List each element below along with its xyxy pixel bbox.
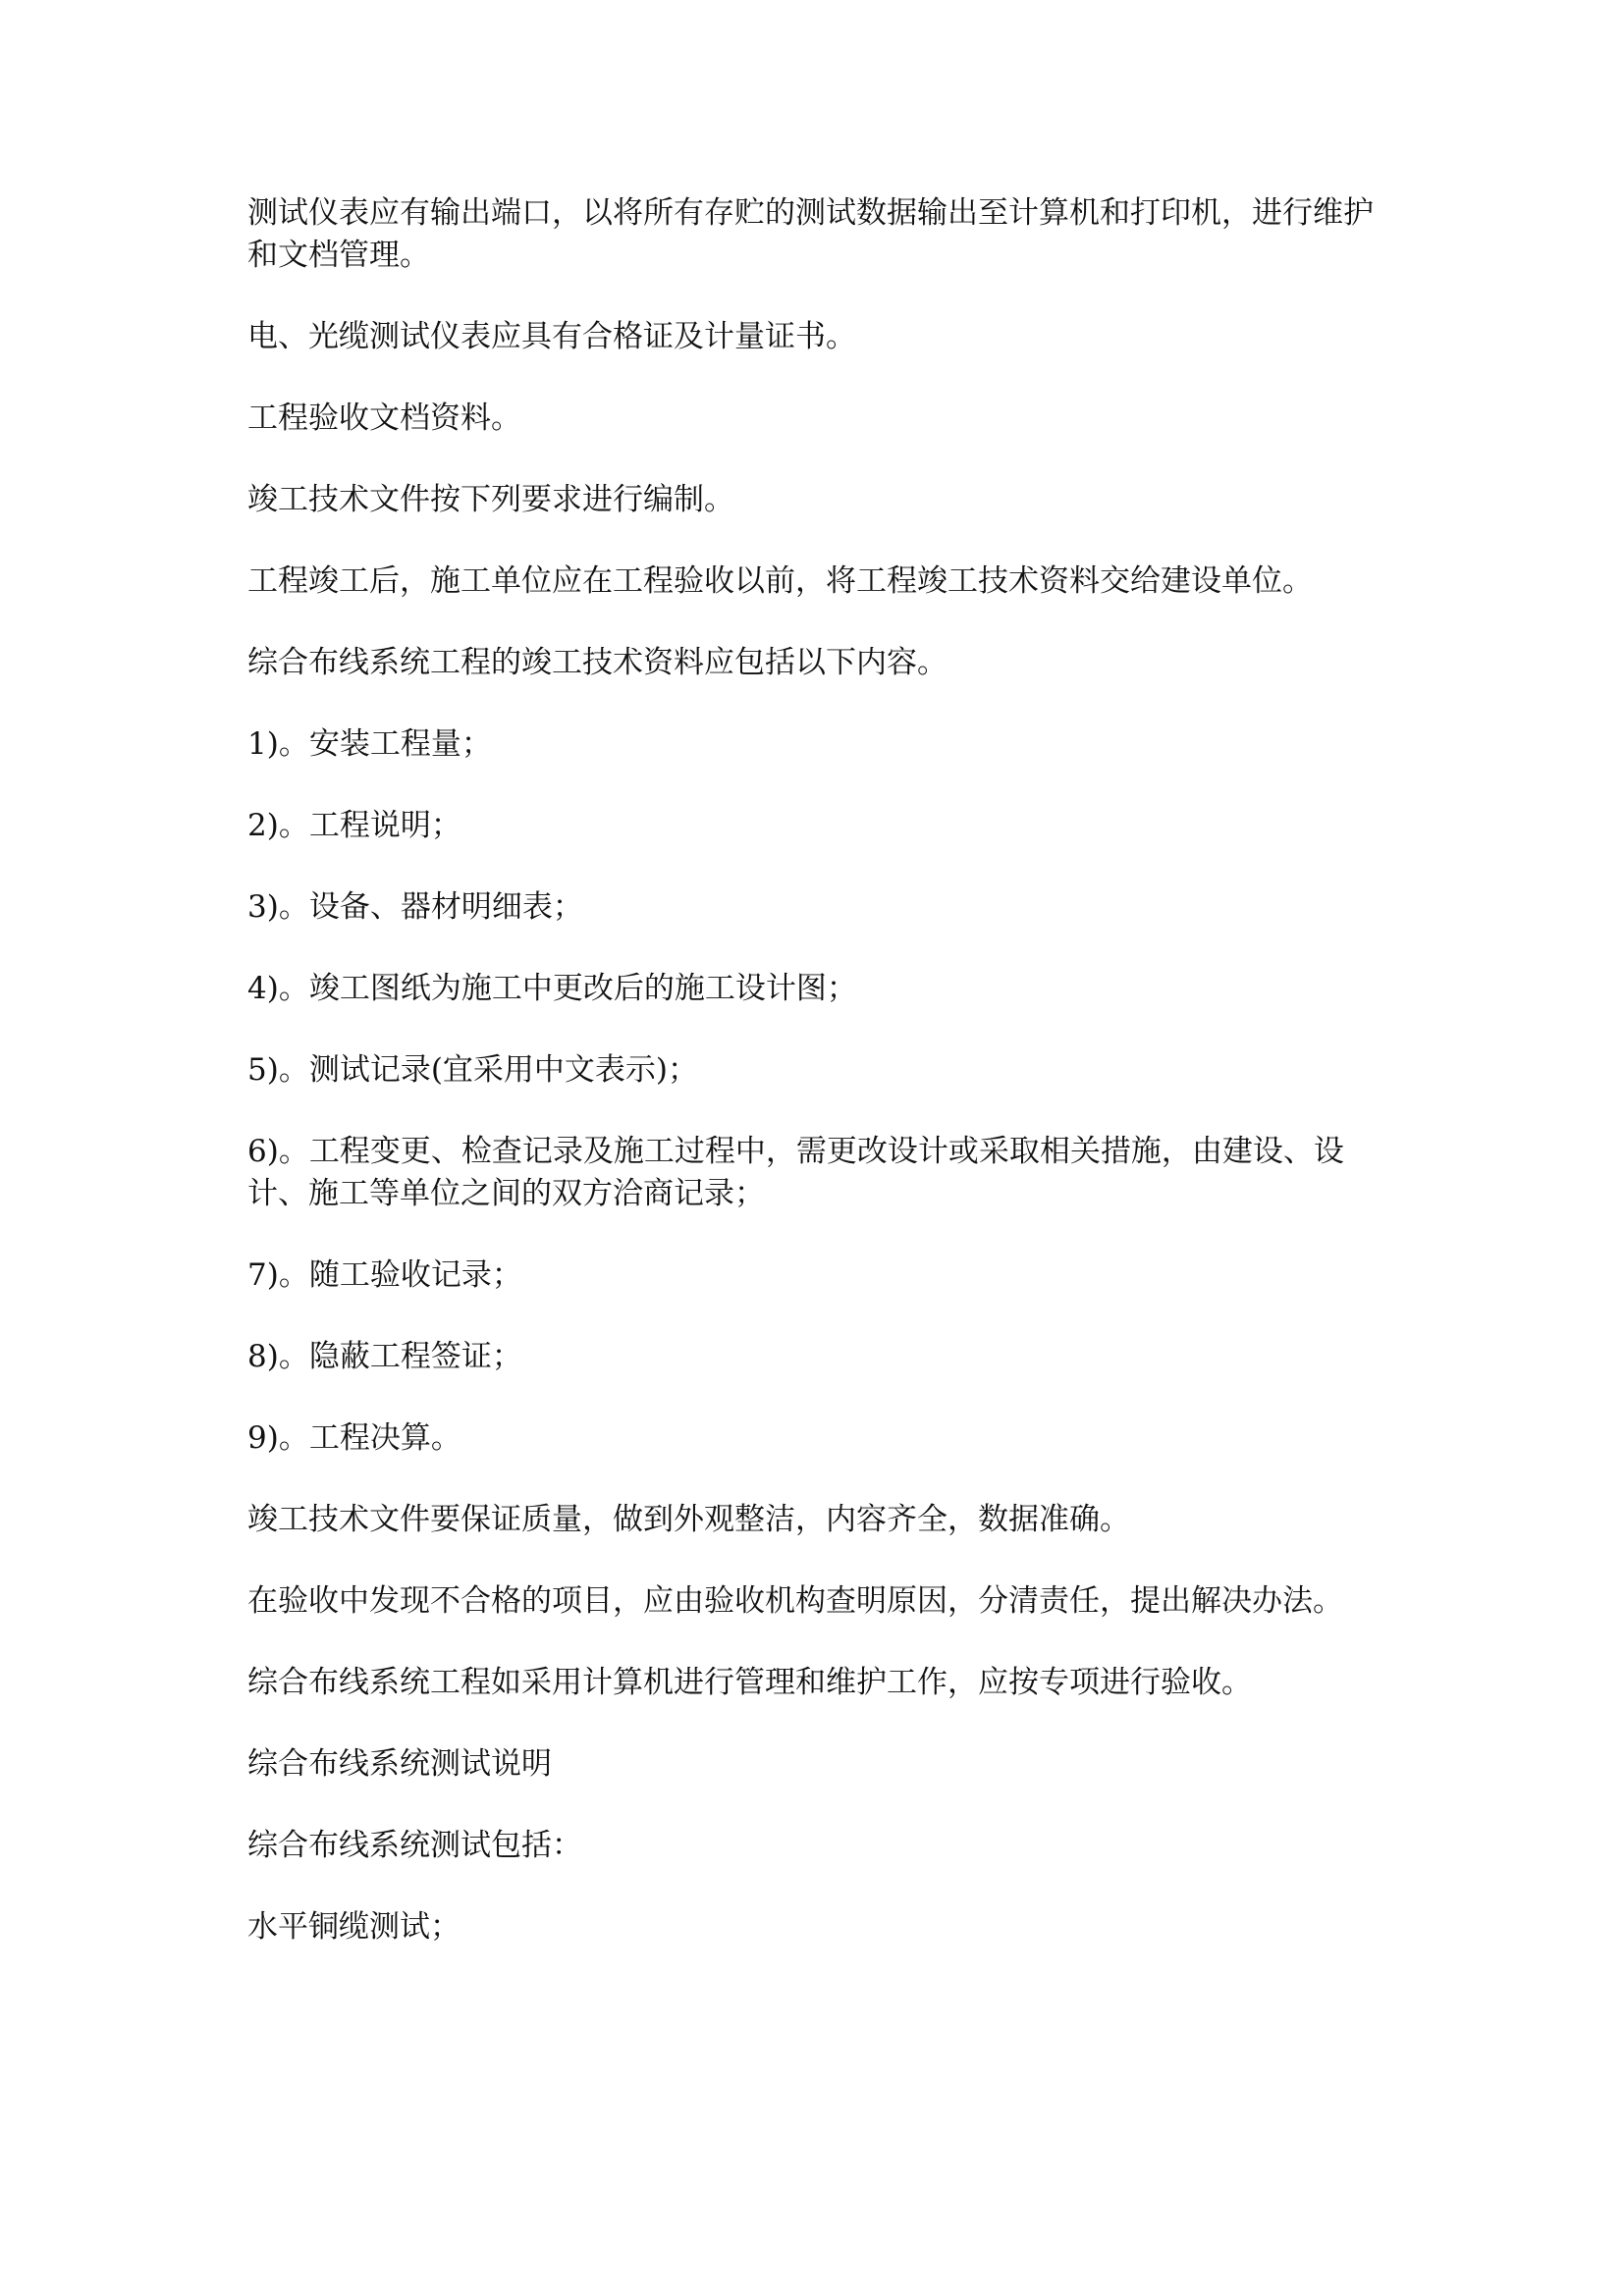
paragraph-instrument-output: 测试仪表应有输出端口，以将所有存贮的测试数据输出至计算机和打印机，进行维护和文档管理。 — [247, 195, 1374, 273]
paragraph-horizontal-copper: 水平铜缆测试； — [247, 1909, 460, 1945]
paragraph-nonconformity: 在验收中发现不合格的项目，应由验收机构查明原因，分清责任，提出解决办法。 — [247, 1583, 1343, 1619]
list-item: 9)。工程决算。 — [247, 1420, 461, 1456]
list-item: 7)。随工验收记录； — [247, 1257, 522, 1293]
paragraph-acceptance-docs: 工程验收文档资料。 — [247, 400, 521, 436]
list-item: 1)。安装工程量； — [247, 726, 492, 762]
list-item: 5)。测试记录(宜采用中文表示)； — [247, 1052, 699, 1088]
paragraph-computer-management: 综合布线系统工程如采用计算机进行管理和维护工作，应按专项进行验收。 — [247, 1665, 1252, 1700]
paragraph-handover: 工程竣工后，施工单位应在工程验收以前，将工程竣工技术资料交给建设单位。 — [247, 563, 1313, 599]
paragraph-quality: 竣工技术文件要保证质量，做到外观整洁，内容齐全，数据准确。 — [247, 1502, 1130, 1537]
paragraph-completion-files: 竣工技术文件按下列要求进行编制。 — [247, 482, 734, 517]
list-item: 4)。竣工图纸为施工中更改后的施工设计图； — [247, 971, 857, 1006]
paragraph-testing-includes: 综合布线系统测试包括： — [247, 1828, 582, 1863]
document-body — [247, 192, 1386, 1988]
paragraph-contents-heading: 综合布线系统工程的竣工技术资料应包括以下内容。 — [247, 645, 947, 680]
list-item: 3)。设备、器材明细表； — [247, 889, 583, 925]
list-item: 8)。隐蔽工程签证； — [247, 1339, 522, 1374]
list-item: 2)。工程说明； — [247, 808, 461, 843]
paragraph-certificates: 电、光缆测试仪表应具有合格证及计量证书。 — [247, 319, 856, 354]
list-item: 6)。工程变更、检查记录及施工过程中，需更改设计或采取相关措施，由建设、设计、施工等单位之间的双方洽商记录； — [247, 1134, 1344, 1211]
section-heading-testing: 综合布线系统测试说明 — [247, 1746, 552, 1782]
